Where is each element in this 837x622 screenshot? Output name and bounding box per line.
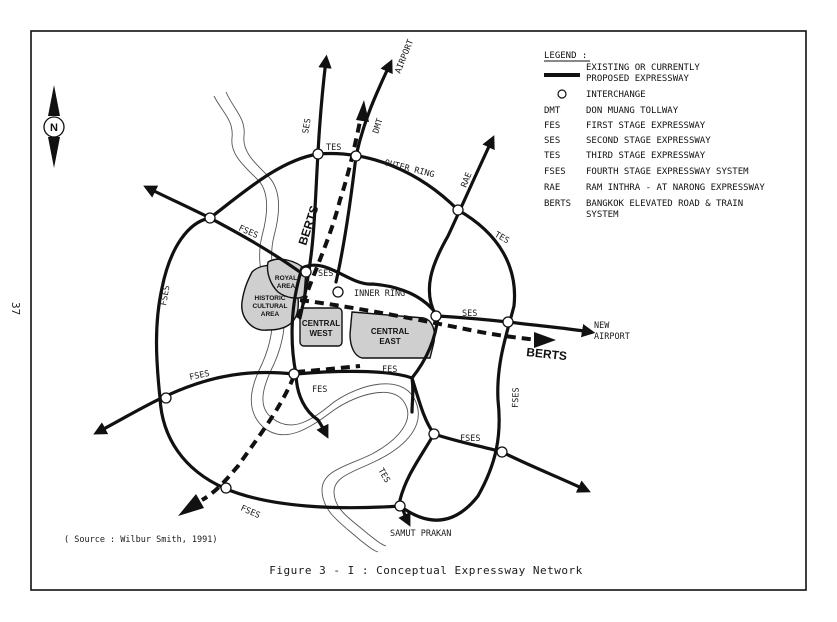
legend-item-text: INTERCHANGE	[586, 90, 646, 100]
label-tes-east: TES	[492, 229, 511, 247]
ce-line2: EAST	[379, 337, 401, 346]
legend-abbr: SES	[544, 136, 561, 146]
label-new-airport	[594, 321, 630, 342]
cw-line1: CENTRAL	[301, 319, 341, 328]
legend-item-text: FOURTH STAGE EXPRESSWAY SYSTEM	[586, 167, 749, 177]
label-fses-nw: FSES	[236, 223, 260, 242]
label-inner-ring: INNER RING	[354, 289, 406, 299]
legend-item-text: BANGKOK ELEVATED ROAD & TRAIN	[586, 199, 744, 209]
royal-line1: ROYAL	[274, 275, 298, 282]
label-tes-top: TES	[326, 143, 342, 153]
dmt-road	[336, 64, 390, 282]
label-airport: AIRPORT	[393, 38, 417, 76]
legend-item-text: DON MUANG TOLLWAY	[586, 106, 679, 116]
interchange	[161, 393, 171, 403]
label-fses-se: FSES	[460, 434, 481, 444]
north-arrow-icon	[44, 85, 64, 168]
cw-line2: WEST	[309, 329, 333, 338]
legend-item-text: SECOND STAGE EXPRESSWAY	[586, 136, 711, 146]
label-berts-north: BERTS	[295, 203, 322, 247]
interchange	[497, 447, 507, 457]
fes-south-road	[412, 378, 413, 412]
label-dmt: DMT	[371, 117, 386, 135]
label-samut-prakan: SAMUT PRAKAN	[390, 529, 452, 539]
label-fses-sw: FSES	[238, 503, 262, 522]
label-fses-east: FSES	[511, 387, 522, 409]
new-airport-line1: NEW	[594, 321, 610, 331]
label-berts-east: BERTS	[525, 345, 568, 364]
north-label: N	[50, 122, 58, 134]
legend	[544, 51, 765, 220]
interchange	[221, 483, 231, 493]
legend-item-text: FIRST STAGE EXPRESSWAY	[586, 121, 706, 131]
legend-item-text: SYSTEM	[586, 210, 619, 220]
interchange	[395, 501, 405, 511]
legend-item-text: EXISTING OR CURRENTLY	[586, 63, 700, 73]
historic-line1: HISTORIC	[254, 295, 286, 302]
royal-line2: AREA	[276, 283, 296, 290]
source-note: ( Source : Wilbur Smith, 1991)	[64, 535, 218, 545]
label-fses-west: FSES	[159, 284, 173, 307]
figure-frame	[31, 31, 806, 590]
ses-east-road	[438, 316, 590, 332]
interchange	[301, 267, 311, 277]
interchange	[333, 287, 343, 297]
fses-sw-dashed	[202, 376, 294, 500]
label-rae: RAE	[459, 171, 475, 190]
fses-sw-arrow	[178, 494, 204, 516]
interchange	[503, 317, 513, 327]
legend-title: LEGEND :	[544, 51, 588, 61]
interchange	[431, 311, 441, 321]
legend-abbr: TES	[544, 151, 561, 161]
legend-item-text: PROPOSED EXPRESSWAY	[586, 74, 689, 84]
label-tes-south: TES	[375, 466, 392, 485]
page-number: 37	[9, 302, 22, 316]
interchange	[313, 149, 323, 159]
interchange	[289, 369, 299, 379]
interchange	[429, 429, 439, 439]
label-ses-north: SES	[301, 117, 314, 135]
legend-abbr: FES	[544, 121, 561, 131]
legend-item-text: RAM INTHRA - AT NARONG EXPRESSWAY	[586, 183, 765, 193]
legend-abbr: RAE	[544, 183, 561, 193]
label-fes-b: FES	[382, 365, 398, 375]
legend-abbr: DMT	[544, 106, 561, 116]
fes-southwest-road	[296, 372, 326, 434]
label-fes-a: FES	[312, 385, 328, 395]
ce-line1: CENTRAL	[370, 327, 410, 336]
historic-line2: CULTURAL	[252, 303, 288, 310]
legend-abbr: BERTS	[544, 199, 572, 209]
figure-caption: Figure 3 - I : Conceptual Expressway Network	[269, 564, 583, 577]
interchange	[453, 205, 463, 215]
historic-line3: AREA	[260, 311, 280, 318]
label-outer-ring: OUTER RING	[383, 158, 436, 181]
interchange	[351, 151, 361, 161]
new-airport-line2: AIRPORT	[594, 332, 630, 342]
legend-interchange-symbol	[558, 90, 566, 98]
berts-north-arrow	[356, 100, 369, 122]
legend-item-text: THIRD STAGE EXPRESSWAY	[586, 151, 706, 161]
legend-abbr: FSES	[544, 167, 566, 177]
label-fses-wsw: FSES	[188, 368, 211, 383]
interchange	[205, 213, 215, 223]
label-royal-area	[275, 275, 297, 290]
label-ses-center: SES	[318, 269, 334, 279]
label-ses-east: SES	[462, 309, 478, 319]
